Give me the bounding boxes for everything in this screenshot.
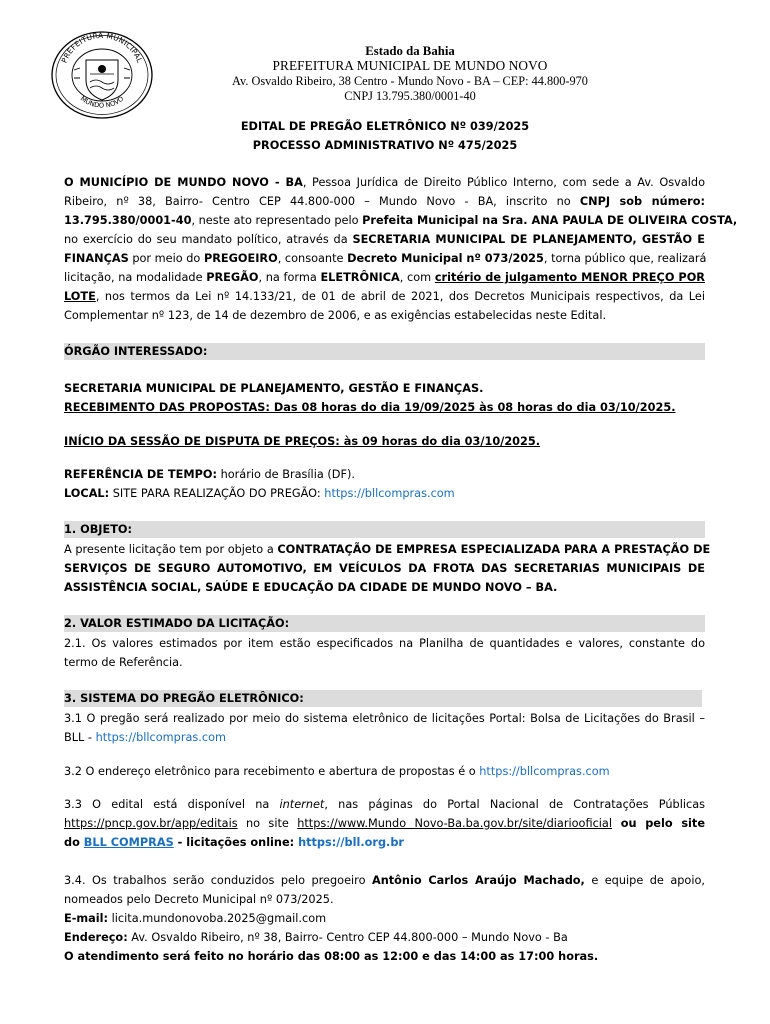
intro-decreto: Decreto Municipal nº 073/2025: [347, 252, 544, 265]
p34-text: 3.4. Os trabalhos serão conduzidos pelo pregoeiro: [64, 874, 372, 887]
intro-text: , consoante: [277, 252, 348, 265]
p33-text: no site: [237, 817, 298, 830]
p34-text: nomeados pelo Decreto Municipal nº 073/2025.: [64, 893, 334, 906]
intro-text: , neste ato representado pelo: [191, 214, 363, 227]
intro-secretaria: SECRETARIA MUNICIPAL DE PLANEJAMENTO, GESTÃO E: [352, 233, 705, 246]
section-heading-sistema: [64, 690, 702, 707]
p33-text: , nas páginas do Portal Nacional de Contratações Públicas: [324, 798, 706, 811]
intro-prefeita: Prefeita Municipal na Sra. ANA PAULA DE OLIVEIRA COSTA,: [362, 214, 738, 227]
bll-org-link[interactable]: https://bll.org.br: [298, 836, 405, 849]
paragraph-3-4: [64, 871, 705, 966]
objeto-paragraph: [64, 540, 711, 597]
local: [64, 484, 705, 503]
section-heading-text: ÓRGÃO INTERESSADO:: [64, 345, 208, 358]
valor-text: 2.1. Os valores estimados por item estão especificados na Planilha de quantidades e valores, constante do: [64, 637, 705, 650]
paragraph-3-3: [64, 795, 705, 852]
intro-text: , na forma: [258, 271, 321, 284]
intro-eletronica: ELETRÔNICA: [320, 271, 400, 284]
section-heading-text: 3. SISTEMA DO PREGÃO ELETRÔNICO:: [64, 692, 304, 705]
intro-municipio: O MUNICÍPIO DE MUNDO NOVO - BA: [64, 176, 303, 189]
municipal-seal-logo: [50, 30, 154, 120]
intro-pregao: PREGÃO: [206, 271, 259, 284]
p31-text: 3.1 O pregão será realizado por meio do sistema eletrônico de licitações Portal: Bolsa de Licitações do Brasil –: [64, 712, 705, 725]
header-address: Av. Osvaldo Ribeiro, 38 Centro - Mundo Novo - BA – CEP: 44.800-970: [232, 74, 588, 88]
objeto-bold: ASSISTÊNCIA SOCIAL, SAÚDE E EDUCAÇÃO DA CIDADE DE MUNDO NOVO – BA.: [64, 581, 558, 594]
endereco-label: Endereço:: [64, 931, 128, 944]
p31-text: BLL -: [64, 731, 96, 744]
email-label: E-mail:: [64, 912, 109, 925]
seal-text-bottom: MUNDO NOVO: [78, 94, 126, 110]
intro-text: Ribeiro, nº 38, Bairro- Centro CEP 44.800-000 – Mundo Novo - BA, inscrito no: [64, 195, 580, 208]
p32-text: 3.2 O endereço eletrônico para recebimento e abertura de propostas é o: [64, 765, 480, 778]
seal-text-top: PREFEITURA MUNICIPAL: [59, 30, 145, 65]
intro-pregoeiro: PREGOEIRO: [203, 252, 278, 265]
inicio-sessao: INÍCIO DA SESSÃO DE DISPUTA DE PREÇOS: às 09 horas do dia 03/10/2025.: [64, 435, 541, 448]
ref-value: horário de Brasília (DF).: [216, 468, 355, 481]
bllcompras-link[interactable]: https://bllcompras.com: [324, 487, 455, 500]
referencia-tempo: [64, 465, 705, 484]
intro-criterio: critério de julgamento MENOR PREÇO POR: [434, 271, 706, 284]
intro-text: licitação, na modalidade: [64, 271, 207, 284]
intro-paragraph: [64, 173, 738, 325]
section-heading-text: 1. OBJETO:: [64, 523, 133, 536]
intro-cnpj-label: CNPJ sob número:: [579, 195, 705, 208]
local-label: LOCAL:: [64, 487, 110, 500]
intro-lote: LOTE: [64, 290, 96, 303]
intro-text: , torna público que, realizará: [543, 252, 707, 265]
p34-pregoeiro-name: Antônio Carlos Araújo Machado,: [371, 874, 585, 887]
recebimento-propostas: RECEBIMENTO DAS PROPOSTAS: Das 08 horas do dia 19/09/2025 às 08 horas do dia 03/10/2025.: [64, 401, 676, 414]
atendimento-text: O atendimento será feito no horário das 08:00 as 12:00 e das 14:00 as 17:00 horas.: [64, 950, 599, 963]
valor-paragraph: [64, 634, 705, 672]
objeto-text: A presente licitação tem por objeto a: [64, 543, 278, 556]
p34-text: e equipe de apoio,: [584, 874, 705, 887]
intro-text: Complementar nº 123, de 14 de dezembro de 2006, e as exigências estabelecidas neste Edital.: [64, 309, 607, 322]
header-state: Estado da Bahia: [365, 44, 455, 58]
bllcompras-link[interactable]: https://bllcompras.com: [479, 765, 610, 778]
endereco-value: Av. Osvaldo Ribeiro, nº 38, Bairro- Centro CEP 44.800-000 – Mundo Novo - Ba: [127, 931, 568, 944]
diario-oficial-link[interactable]: https://www.Mundo Novo-Ba.ba.gov.br/site/diariooficial: [297, 817, 612, 830]
section-heading-objeto: [64, 521, 705, 538]
p33-bold: - licitações online:: [173, 836, 299, 849]
intro-text: no exercício do seu mandato político, através da: [64, 233, 353, 246]
orgao-secretaria: SECRETARIA MUNICIPAL DE PLANEJAMENTO, GESTÃO E FINANÇAS.: [64, 382, 484, 395]
header-cnpj: CNPJ 13.795.380/0001-40: [344, 89, 476, 103]
p33-bold: do: [64, 836, 84, 849]
intro-cnpj-number: 13.795.380/0001-40: [64, 214, 192, 227]
objeto-bold: CONTRATAÇÃO DE EMPRESA ESPECIALIZADA PARA A PRESTAÇÃO DE: [277, 543, 711, 556]
header-prefeitura: PREFEITURA MUNICIPAL DE MUNDO NOVO: [272, 58, 548, 73]
paragraph-3-1: [64, 709, 705, 747]
intro-financas: FINANÇAS: [64, 252, 129, 265]
valor-text: termo de Referência.: [64, 656, 183, 669]
processo-title: PROCESSO ADMINISTRATIVO Nº 475/2025: [252, 139, 518, 152]
intro-text: por meio do: [128, 252, 204, 265]
bllcompras-link[interactable]: https://bllcompras.com: [95, 731, 227, 744]
p33-bold: ou pelo site: [611, 817, 705, 830]
pncp-link[interactable]: https://pncp.gov.br/app/editais: [64, 817, 238, 830]
local-value: SITE PARA REALIZAÇÃO DO PREGÃO:: [109, 487, 325, 500]
section-heading-valor: [64, 615, 705, 632]
p33-text: 3.3 O edital está disponível na: [64, 798, 280, 811]
paragraph-3-2: [64, 762, 705, 781]
objeto-bold: SERVIÇOS DE SEGURO AUTOMOTIVO, EM VEÍCULOS DA FROTA DAS SECRETARIAS MUNICIPAIS DE: [64, 562, 705, 575]
p33-internet: internet: [279, 798, 325, 811]
ref-label: REFERÊNCIA DE TEMPO:: [64, 468, 217, 481]
section-heading-orgao: [64, 343, 705, 360]
edital-title: EDITAL DE PREGÃO ELETRÔNICO Nº 039/2025: [240, 120, 530, 133]
section-heading-text: 2. VALOR ESTIMADO DA LICITAÇÃO:: [64, 617, 290, 630]
intro-text: , com: [399, 271, 435, 284]
email-value[interactable]: licita.mundonovoba.2025@gmail.com: [108, 912, 327, 925]
svg-text:MUNDO NOVO: [79, 95, 125, 110]
intro-text: , Pessoa Jurídica de Direito Público Interno, com sede a Av. Osvaldo: [302, 176, 705, 189]
bll-compras-link[interactable]: BLL COMPRAS: [83, 836, 174, 849]
intro-text: , nos termos da Lei nº 14.133/21, de 01 de abril de 2021, dos Decretos Municipais respectivos, da Lei: [95, 290, 705, 303]
